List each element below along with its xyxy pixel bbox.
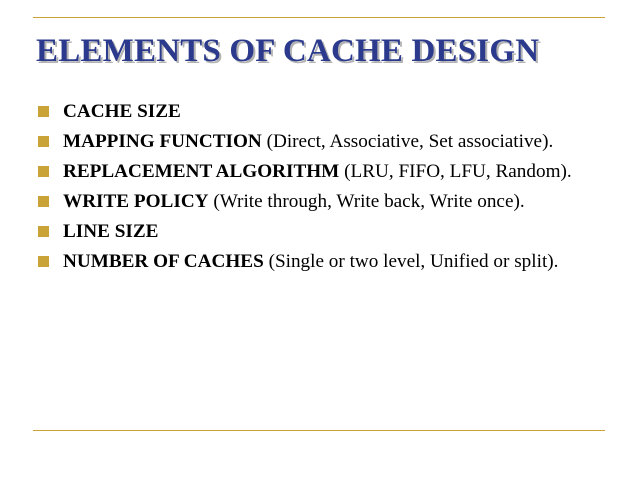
list-item-mapping-function <box>36 127 606 157</box>
item-description: (Write through, Write back, Write once). <box>208 191 525 212</box>
item-description: (Direct, Associative, Set associative). <box>261 131 554 152</box>
square-bullet-icon <box>38 136 49 147</box>
square-bullet-icon <box>38 226 49 237</box>
square-bullet-icon <box>38 106 49 117</box>
list-item-line-size <box>36 217 606 247</box>
item-term: MAPPING FUNCTION <box>63 131 262 152</box>
slide-title: ELEMENTS OF CACHE DESIGN <box>36 33 540 69</box>
square-bullet-icon <box>38 196 49 207</box>
list-item-replacement-algorithm <box>36 157 606 187</box>
list-item-number-of-caches <box>36 247 606 277</box>
list-item-write-policy <box>36 187 606 217</box>
item-term: LINE SIZE <box>63 221 159 242</box>
item-term: CACHE SIZE <box>63 101 181 122</box>
item-description: (LRU, FIFO, LFU, Random). <box>339 161 572 182</box>
item-term: NUMBER OF CACHES <box>63 251 264 272</box>
list-item-cache-size <box>36 97 606 127</box>
item-term: REPLACEMENT ALGORITHM <box>63 161 340 182</box>
square-bullet-icon <box>38 256 49 267</box>
square-bullet-icon <box>38 166 49 177</box>
item-description: (Single or two level, Unified or split). <box>263 251 559 272</box>
item-term: WRITE POLICY <box>63 191 209 212</box>
top-divider <box>33 17 605 18</box>
bottom-divider <box>33 430 605 431</box>
bullet-list <box>36 97 606 277</box>
